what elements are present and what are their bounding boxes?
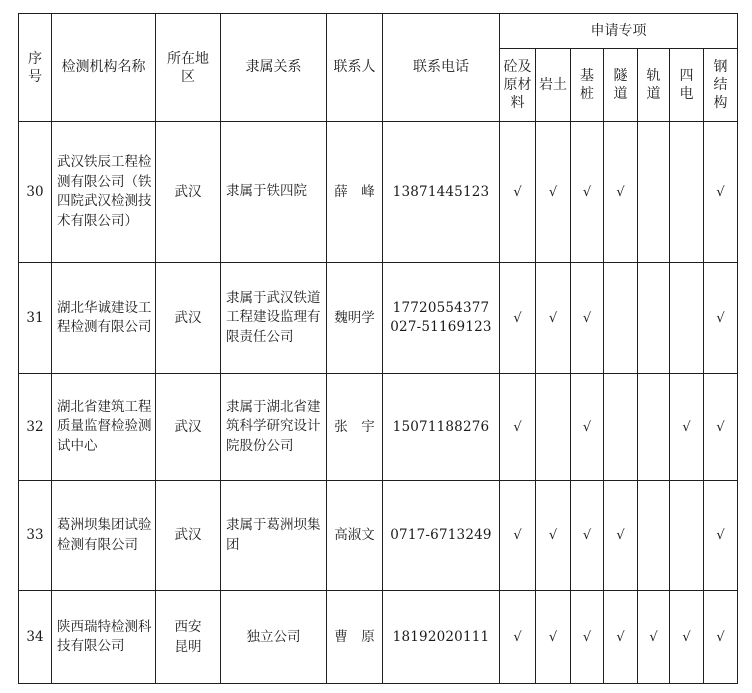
- row-seq: 33: [19, 481, 52, 591]
- row-contact: 高淑文: [327, 481, 383, 591]
- row-check: √: [571, 481, 604, 591]
- header-apply-geotech: 岩土: [536, 49, 571, 122]
- row-check: [638, 263, 670, 374]
- row-check: [604, 374, 638, 481]
- row-check: [604, 263, 638, 374]
- row-org-name: 陕西瑞特检测科技有限公司: [52, 591, 156, 684]
- row-check: √: [571, 122, 604, 263]
- row-check: √: [704, 374, 738, 481]
- row-org-name: 湖北华诚建设工程检测有限公司: [52, 263, 156, 374]
- header-phone: 联系电话: [383, 14, 500, 122]
- row-phone: [383, 481, 500, 591]
- row-check: √: [536, 122, 571, 263]
- header-apply-steel: 钢结构: [704, 49, 738, 122]
- row-region: 武汉: [156, 374, 221, 481]
- row-region: 武汉: [156, 263, 221, 374]
- row-affiliation: 隶属于葛洲坝集团: [221, 481, 327, 591]
- inspection-agency-table: [18, 13, 738, 684]
- row-phone-line: 13871445123: [392, 183, 490, 200]
- row-check: [536, 374, 571, 481]
- row-check: √: [704, 591, 738, 684]
- row-check: √: [500, 263, 536, 374]
- row-region: 西安昆明: [156, 591, 221, 684]
- row-check: √: [500, 591, 536, 684]
- row-org-name: 湖北省建筑工程质量监督检验测试中心: [52, 374, 156, 481]
- row-org-name: 武汉铁辰工程检测有限公司（铁四院武汉检测技术有限公司）: [52, 122, 156, 263]
- table-row: [19, 263, 738, 374]
- header-apply-four-electric: 四电: [670, 49, 704, 122]
- row-affiliation: 隶属于武汉铁道工程建设监理有限责任公司: [221, 263, 327, 374]
- row-seq: 31: [19, 263, 52, 374]
- row-check: √: [604, 481, 638, 591]
- row-affiliation: 独立公司: [221, 591, 327, 684]
- row-check: [638, 122, 670, 263]
- header-org-name: 检测机构名称: [52, 14, 156, 122]
- header-affiliation: 隶属关系: [221, 14, 327, 122]
- row-contact: 张 宇: [327, 374, 383, 481]
- header-seq: 序号: [19, 14, 52, 122]
- row-check: √: [571, 263, 604, 374]
- row-check: √: [500, 481, 536, 591]
- row-phone-line: 18192020111: [392, 628, 490, 645]
- row-check: √: [500, 122, 536, 263]
- header-apply-pile: 基桩: [571, 49, 604, 122]
- row-check: √: [536, 591, 571, 684]
- header-region: 所在地区: [156, 14, 221, 122]
- row-phone-line: 027-51169123: [390, 319, 492, 335]
- row-affiliation: 隶属于铁四院: [221, 122, 327, 263]
- row-phone: [383, 591, 500, 684]
- row-contact: 薛 峰: [327, 122, 383, 263]
- row-check: √: [571, 374, 604, 481]
- table-row: [19, 591, 738, 684]
- header-apply-track: 轨道: [638, 49, 670, 122]
- row-check: √: [604, 122, 638, 263]
- row-region: 武汉: [156, 481, 221, 591]
- row-phone-line: 17720554377: [392, 300, 490, 316]
- header-apply-concrete: 砼及原材料: [500, 49, 536, 122]
- header-apply-group: 申请专项: [500, 14, 738, 49]
- row-check: √: [571, 591, 604, 684]
- header-contact: 联系人: [327, 14, 383, 122]
- row-check: √: [604, 591, 638, 684]
- table-row: [19, 122, 738, 263]
- row-region: 武汉: [156, 122, 221, 263]
- row-check: [670, 481, 704, 591]
- row-phone-line: 15071188276: [392, 418, 490, 435]
- row-phone: [383, 263, 500, 374]
- row-check: √: [536, 481, 571, 591]
- row-check: √: [704, 263, 738, 374]
- row-check: [638, 481, 670, 591]
- row-check: √: [670, 374, 704, 481]
- row-check: [670, 122, 704, 263]
- row-check: [638, 374, 670, 481]
- row-contact: 魏明学: [327, 263, 383, 374]
- row-seq: 30: [19, 122, 52, 263]
- header-apply-tunnel: 隧道: [604, 49, 638, 122]
- row-check: √: [536, 263, 571, 374]
- row-check: √: [638, 591, 670, 684]
- table-row: [19, 481, 738, 591]
- row-check: [670, 263, 704, 374]
- row-check: √: [704, 481, 738, 591]
- table-row: [19, 374, 738, 481]
- row-phone: [383, 374, 500, 481]
- row-check: √: [704, 122, 738, 263]
- row-org-name: 葛洲坝集团试验检测有限公司: [52, 481, 156, 591]
- row-seq: 32: [19, 374, 52, 481]
- row-seq: 34: [19, 591, 52, 684]
- row-phone: [383, 122, 500, 263]
- row-phone-line: 0717-6713249: [390, 527, 492, 543]
- row-affiliation: 隶属于湖北省建筑科学研究设计院股份公司: [221, 374, 327, 481]
- row-contact: 曹 原: [327, 591, 383, 684]
- row-check: √: [500, 374, 536, 481]
- row-check: √: [670, 591, 704, 684]
